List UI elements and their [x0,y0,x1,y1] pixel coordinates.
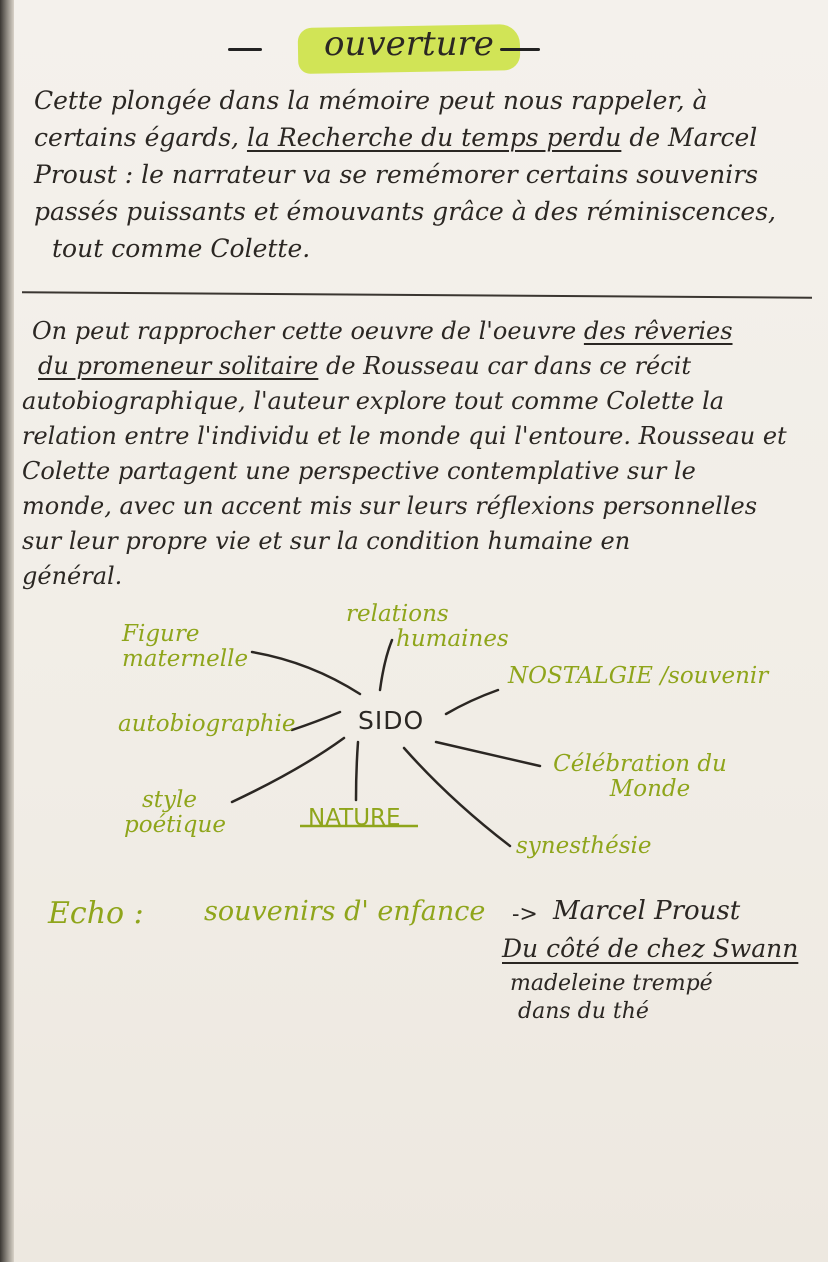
text-line: sur leur propre vie et sur la condition humaine en [22,527,631,555]
arrow-icon: -> [512,902,538,927]
text-fragment: On peut rapprocher cette oeuvre de l'oeuvre [32,317,577,345]
note-line: dans du thé [518,999,649,1024]
echo-text: souvenirs d' enfance [204,896,486,927]
book-title-reveries-part1: des rêveries [583,317,733,345]
echo-note [510,970,790,1026]
text-line: relation entre l'individu et le monde qui l'entoure. Rousseau et [22,422,787,450]
echo-book-title: Du côté de chez Swann [502,934,799,963]
connector-synesthesie [404,748,510,846]
book-title-reveries-part2: du promeneur solitaire [38,352,319,380]
connector-celebration [436,742,540,766]
text-line: Colette partagent une perspective contemplative sur le [22,457,696,485]
connector-autobiographie [292,712,340,730]
page-title: ouverture [324,24,494,64]
echo-author: Marcel Proust [553,896,741,926]
mindmap-node-synesthesie: synesthésie [516,833,652,859]
text-line: tout comme Colette. [52,234,311,263]
node-label: humaines [396,626,509,652]
mindmap-center-sido: SIDO [358,706,425,735]
note-line: madeleine trempé [510,971,713,996]
mindmap-node-relations-humaines [346,602,509,652]
text-line: Cette plongée dans la mémoire peut nous rappeler, à [34,86,708,115]
mindmap-node-nature: NATURE [308,805,401,831]
book-title-recherche: la Recherche du temps perdu [246,123,622,152]
text-line: monde, avec un accent mis sur leurs réflexions personnelles [22,492,758,520]
text-line: passés puissants et émouvants grâce à des réminiscences, [34,197,776,226]
node-label: maternelle [122,646,249,672]
node-label: Figure [122,621,200,647]
text-line: Proust : le narrateur va se remémorer certains souvenirs [34,160,759,189]
mindmap-node-nostalgie: NOSTALGIE /souvenir [508,663,769,689]
text-fragment: de Rousseau car dans ce récit [325,352,692,380]
node-label: poétique [124,812,226,838]
text-fragment: de Marcel [629,123,758,152]
text-line: autobiographique, l'auteur explore tout comme Colette la [22,387,725,415]
text-line: général. [22,562,123,590]
mindmap-node-celebration-du-monde [540,752,740,802]
echo-label: Echo : [48,896,144,931]
text-fragment: certains égards, [34,123,240,152]
connector-figure [252,652,360,694]
node-label: Célébration du [553,751,727,777]
connector-nature [356,742,358,800]
mindmap-node-figure-maternelle [122,622,248,672]
connector-style [232,738,344,802]
node-label: relations [346,601,449,627]
node-label: style [142,787,198,813]
connector-nostalgie [446,690,498,714]
mindmap-node-autobiographie: autobiographie [118,711,296,737]
mindmap-node-style-poetique [124,788,226,838]
node-label: Monde [609,776,691,802]
